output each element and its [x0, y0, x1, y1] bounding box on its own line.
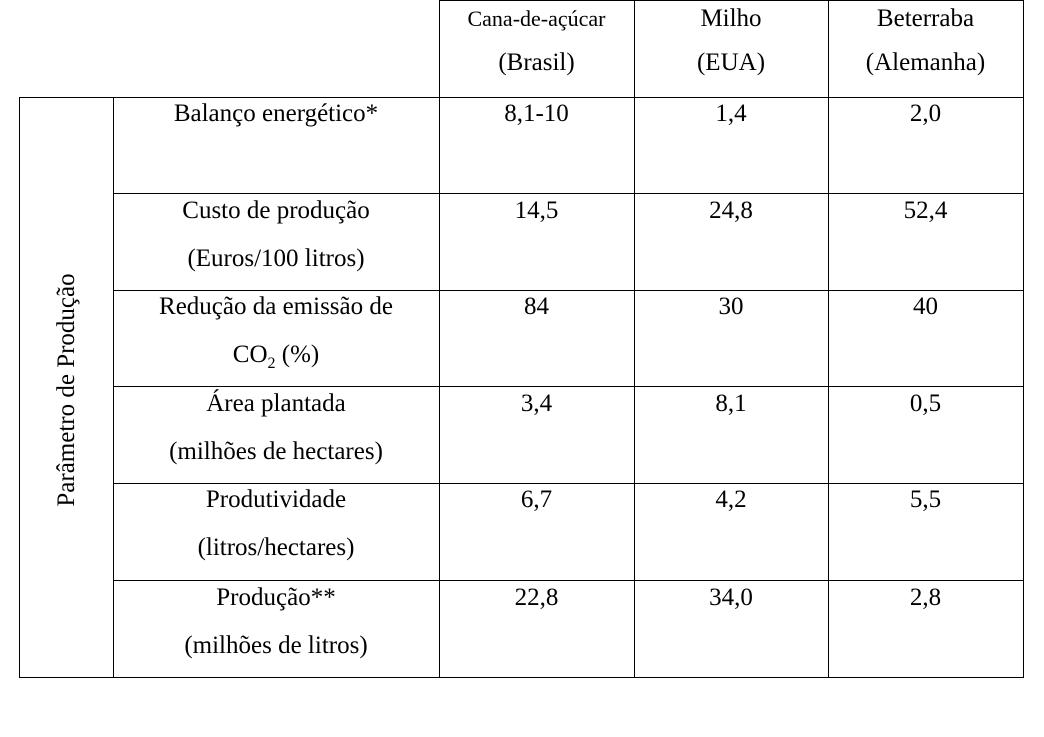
- row-label-line1: Custo de produção: [182, 197, 370, 224]
- table-cell: 52,4: [903, 197, 948, 224]
- column-header-milho: [634, 0, 828, 94]
- table-cell: 0,5: [909, 390, 942, 417]
- row-label: [113, 380, 439, 477]
- side-label: Parâmetro de Produção: [53, 273, 80, 507]
- co2-unit: (%): [275, 341, 320, 368]
- row-label-line1: Produtividade: [205, 486, 347, 513]
- column-header-line2: (Alemanha): [865, 49, 986, 76]
- table-cell: 6,7: [520, 486, 553, 513]
- table-border: [19, 97, 20, 678]
- table-cell: 8,1: [715, 390, 747, 417]
- table-cell: 24,8: [709, 197, 753, 224]
- table-cell: 5,5: [909, 486, 942, 513]
- co2-subscript: 2: [267, 355, 276, 372]
- column-header-line1: Cana-de-açúcar: [467, 6, 606, 31]
- table-cell: 34,0: [709, 584, 753, 611]
- row-label-line2: (Euros/100 litros): [187, 245, 365, 272]
- table-cell: 14,5: [514, 197, 559, 224]
- table-border: [1023, 0, 1024, 678]
- column-header-line1: Beterraba: [876, 5, 975, 32]
- table-cell: 22,8: [514, 584, 559, 611]
- row-label: [113, 476, 439, 573]
- table-border: [19, 677, 1024, 678]
- row-label: [113, 90, 439, 187]
- column-header-line2: (EUA): [696, 49, 766, 76]
- table-cell: 8,1-10: [504, 100, 569, 127]
- co2-text: CO: [232, 341, 268, 368]
- column-header-line1: Milho: [700, 5, 762, 32]
- row-label-line1: Produção**: [216, 584, 336, 611]
- column-header-beterraba: [828, 0, 1023, 94]
- row-label-line1: Área plantada: [206, 390, 346, 417]
- row-label-line1: Redução da emissão de: [159, 293, 393, 320]
- table-cell: 2,0: [909, 100, 942, 127]
- column-header-cana: [439, 0, 634, 94]
- row-label-line2: (milhões de litros): [184, 632, 368, 659]
- row-label-line2: (milhões de hectares): [169, 438, 383, 465]
- row-label: [113, 574, 439, 671]
- column-header-line2: (Brasil): [498, 49, 575, 76]
- row-label-line2: [113, 331, 439, 379]
- table-cell: 2,8: [909, 584, 942, 611]
- table-cell: 30: [718, 293, 744, 320]
- row-label: [113, 283, 439, 380]
- row-label: [113, 187, 439, 284]
- row-label-line1: Balanço energético*: [173, 100, 379, 127]
- table-cell: 84: [524, 293, 549, 320]
- row-label-line2: (litros/hectares): [197, 534, 355, 561]
- table-cell: 40: [913, 293, 938, 320]
- table-cell: 4,2: [715, 486, 747, 513]
- table-cell: 1,4: [715, 100, 747, 127]
- table-cell: 3,4: [520, 390, 553, 417]
